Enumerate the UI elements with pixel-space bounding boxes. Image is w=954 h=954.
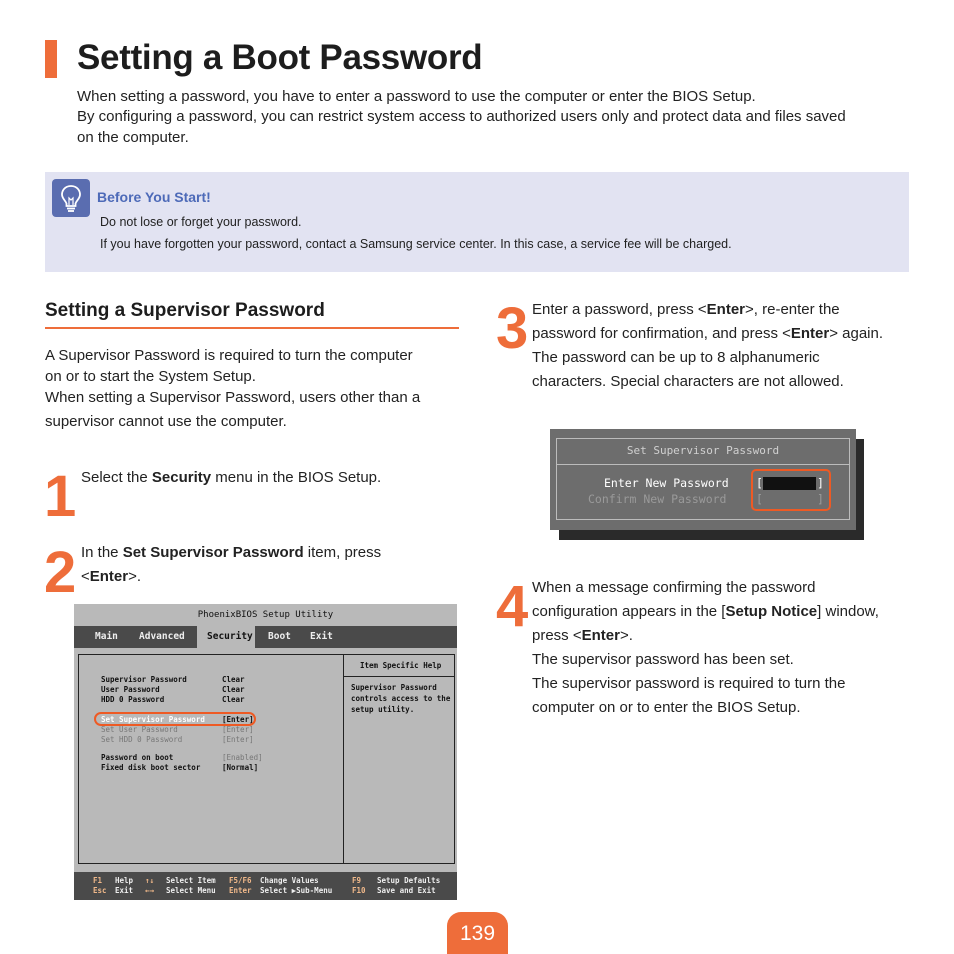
- section-underline: [45, 327, 459, 329]
- confirm-password-label: Confirm New Password: [588, 492, 727, 506]
- note-title: Before You Start!: [97, 189, 211, 205]
- intro-line: By configuring a password, you can restrict system access to authorized users only and protect data and files saved: [77, 108, 846, 125]
- bios-footer-desc: Setup Defaults: [377, 876, 441, 885]
- bios-menu-main[interactable]: Main: [95, 631, 118, 642]
- bios-help-line: controls access to the: [351, 694, 451, 703]
- step-number: 2: [44, 540, 74, 605]
- bios-item-value: [Enter]: [222, 725, 254, 734]
- bios-footer-desc: Select ▶Sub-Menu: [260, 886, 333, 895]
- bios-item-label: HDD 0 Password: [101, 695, 165, 704]
- page-number: 139: [459, 922, 496, 945]
- new-password-bracket-open: [: [756, 476, 763, 490]
- bios-footer-key: Enter: [229, 886, 252, 895]
- intro-line: When setting a password, you have to enter a password to use the computer or enter the BIOS Setup.: [77, 88, 756, 105]
- bios-footer-desc: Help: [115, 876, 134, 885]
- bios-title: PhoenixBIOS Setup Utility: [74, 604, 457, 626]
- step-4-text: When a message confirming the password configuration appears in the [Setup Notice] window, press <Enter>. The supervisor password has been set. The supervisor password is required to turn the computer on or to enter the BIOS Setup.: [532, 579, 879, 716]
- title-accent-bar: [45, 40, 57, 78]
- bios-item-value: Clear: [222, 695, 245, 704]
- page-title: Setting a Boot Password: [77, 38, 483, 77]
- bios-help-title: Item Specific Help: [360, 661, 442, 670]
- dialog-title: Set Supervisor Password: [626, 444, 780, 457]
- bios-item-label: Set HDD 0 Password: [101, 735, 183, 744]
- password-field-highlight: [751, 469, 831, 511]
- bios-footer-key: F9: [352, 876, 362, 885]
- section-paragraph-line: A Supervisor Password is required to turn the computer: [45, 347, 413, 364]
- step-number: 4: [496, 574, 526, 639]
- bios-item-label: Set User Password: [101, 725, 178, 734]
- bios-selection-highlight: [94, 712, 256, 726]
- note-line: Do not lose or forget your password.: [100, 215, 302, 229]
- step-number: 1: [44, 464, 74, 529]
- bios-item-value: [Normal]: [222, 763, 259, 772]
- bios-footer-desc: Change Values: [260, 876, 319, 885]
- confirm-password-bracket-close: ]: [817, 492, 824, 506]
- bios-footer-desc: Select Menu: [166, 886, 216, 895]
- bios-item-label: Supervisor Password: [101, 675, 187, 684]
- section-paragraph-line: When setting a Supervisor Password, users other than a: [45, 389, 421, 406]
- bios-help-divider: [344, 676, 454, 677]
- bios-menu-exit[interactable]: Exit: [310, 631, 333, 642]
- note-line: If you have forgotten your password, contact a Samsung service center. In this case, a service fee will be charged.: [100, 237, 732, 251]
- bios-item-value: [Enter]: [222, 735, 254, 744]
- step-3-text: Enter a password, press <Enter>, re-enter the password for confirmation, and press <Enter> again. The password can be up to 8 alphanumeric characters. Special characters are not allowed.: [532, 301, 884, 390]
- bios-footer-key: F5/F6: [229, 876, 252, 885]
- new-password-label: Enter New Password: [604, 476, 729, 490]
- bios-menu-security[interactable]: Security: [207, 631, 253, 642]
- bios-item-label-selected[interactable]: Set Supervisor Password: [101, 715, 205, 724]
- bios-menu-boot[interactable]: Boot: [268, 631, 291, 642]
- bios-menu-advanced[interactable]: Advanced: [139, 631, 185, 642]
- step-1-text: Select the Security menu in the BIOS Setup.: [81, 469, 382, 486]
- bios-footer-key: F1: [93, 876, 103, 885]
- section-paragraph-line: on or to start the System Setup.: [45, 368, 256, 385]
- confirm-password-bracket-open: [: [756, 492, 763, 506]
- bios-footer-desc: Select Item: [166, 876, 216, 885]
- new-password-bracket-close: ]: [817, 476, 824, 490]
- section-heading: Setting a Supervisor Password: [45, 300, 325, 321]
- bios-help-line: setup utility.: [351, 705, 415, 714]
- bios-item-value: Clear: [222, 685, 245, 694]
- dialog-title-divider: [556, 464, 850, 465]
- bios-footer-desc: Exit: [115, 886, 134, 895]
- bios-help-line: Supervisor Password: [351, 683, 437, 692]
- section-paragraph-line: supervisor cannot use the computer.: [45, 413, 287, 430]
- bios-item-value: Clear: [222, 675, 245, 684]
- step-2-text-line2: <Enter>.: [81, 568, 142, 585]
- bios-item-value: [Enabled]: [222, 753, 263, 762]
- bios-footer-key: ←→: [145, 886, 155, 895]
- bios-footer-key: Esc: [93, 886, 107, 895]
- bios-item-label: User Password: [101, 685, 160, 694]
- bios-footer-desc: Save and Exit: [377, 886, 436, 895]
- bios-menu-bar: [74, 626, 457, 648]
- bios-item-label: Fixed disk boot sector: [101, 763, 201, 772]
- bios-panel-divider: [343, 654, 344, 864]
- bios-item-label: Password on boot: [101, 753, 174, 762]
- step-number: 3: [496, 296, 526, 361]
- bios-footer-key: ↑↓: [145, 876, 155, 885]
- bios-item-value-selected[interactable]: [Enter]: [222, 715, 254, 724]
- bios-footer-key: F10: [352, 886, 366, 895]
- intro-line: on the computer.: [77, 129, 189, 146]
- lightbulb-icon: [52, 179, 90, 217]
- step-2-text: In the Set Supervisor Password item, press: [81, 544, 382, 561]
